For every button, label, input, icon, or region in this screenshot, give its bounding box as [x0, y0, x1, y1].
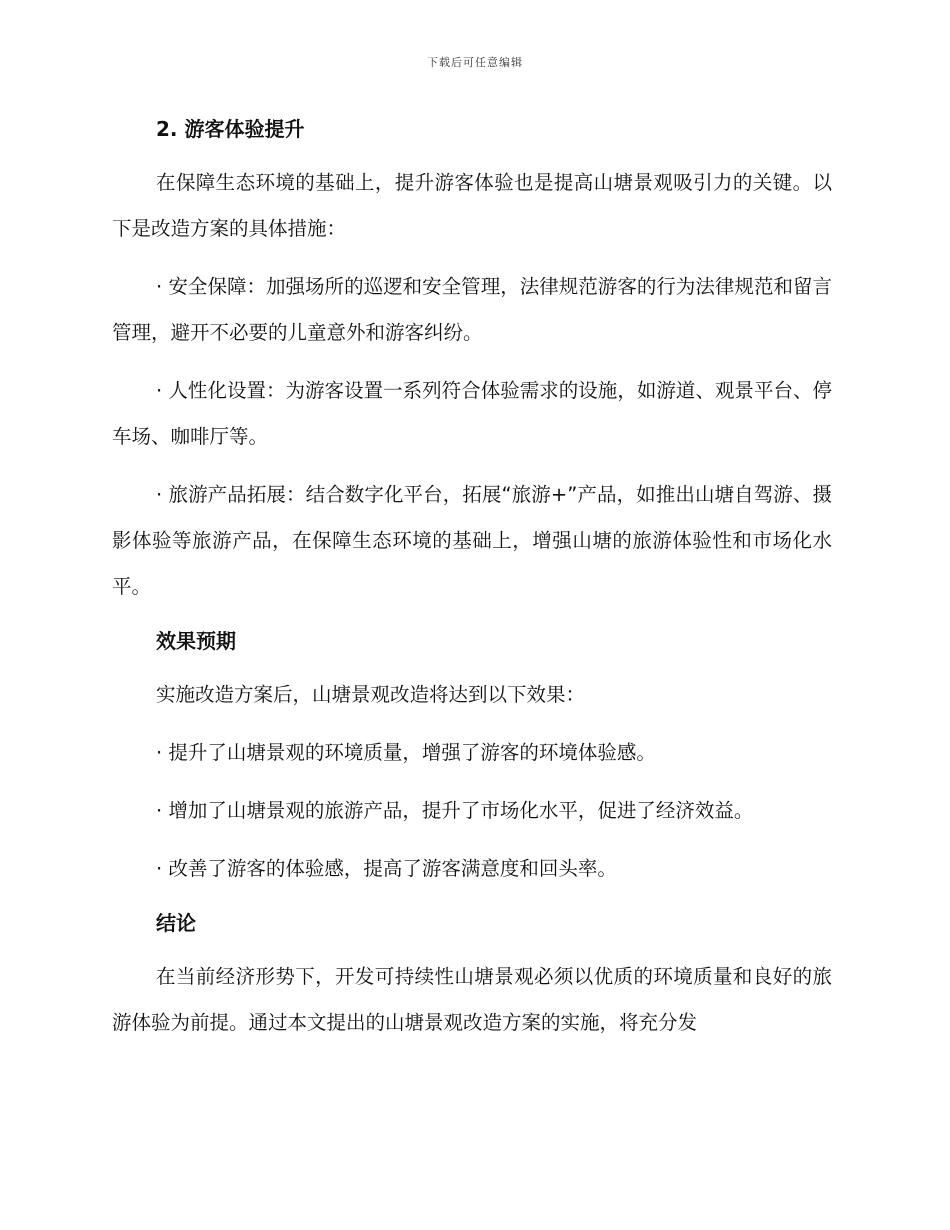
- paragraph-visitor-intro: 在保障生态环境的基础上，提升游客体验也是提高山塘景观吸引力的关键。以下是改造方案的具体措施：: [112, 171, 832, 240]
- bullet-effect-experience: · 改善了游客的体验感，提高了游客满意度和回头率。: [156, 857, 617, 880]
- bullet-effect-environment: · 提升了山塘景观的环境质量，增强了游客的环境体验感。: [156, 741, 656, 764]
- section-heading-conclusion: 结论: [156, 911, 196, 935]
- bullet-humanized-facilities: · 人性化设置：为游客设置一系列符合体验需求的设施，如游道、观景平台、停车场、咖啡厅等。: [112, 379, 832, 448]
- bullet-tourism-products: · 旅游产品拓展：结合数字化平台，拓展“旅游+”产品，如推出山塘自驾游、摄影体验等旅游产品，在保障生态环境的基础上，增强山塘的旅游体验性和市场化水平。: [112, 483, 832, 598]
- section-heading-visitor-experience: 2. 游客体验提升: [156, 117, 305, 141]
- page-header-note: 下载后可任意编辑: [427, 56, 523, 69]
- paragraph-effects-intro: 实施改造方案后，山塘景观改造将达到以下效果：: [156, 683, 586, 706]
- section-heading-expected-effects: 效果预期: [156, 629, 236, 653]
- document-body: [112, 112, 832, 1046]
- bullet-effect-tourism: · 增加了山塘景观的旅游产品，提升了市场化水平，促进了经济效益。: [156, 799, 754, 822]
- paragraph-conclusion: 在当前经济形势下，开发可持续性山塘景观必须以优质的环境质量和良好的旅游体验为前提。通过本文提出的山塘景观改造方案的实施，将充分发: [112, 965, 832, 1034]
- bullet-safety: · 安全保障：加强场所的巡逻和安全管理，法律规范游客的行为法律规范和留言管理，避开不必要的儿童意外和游客纠纷。: [112, 275, 832, 344]
